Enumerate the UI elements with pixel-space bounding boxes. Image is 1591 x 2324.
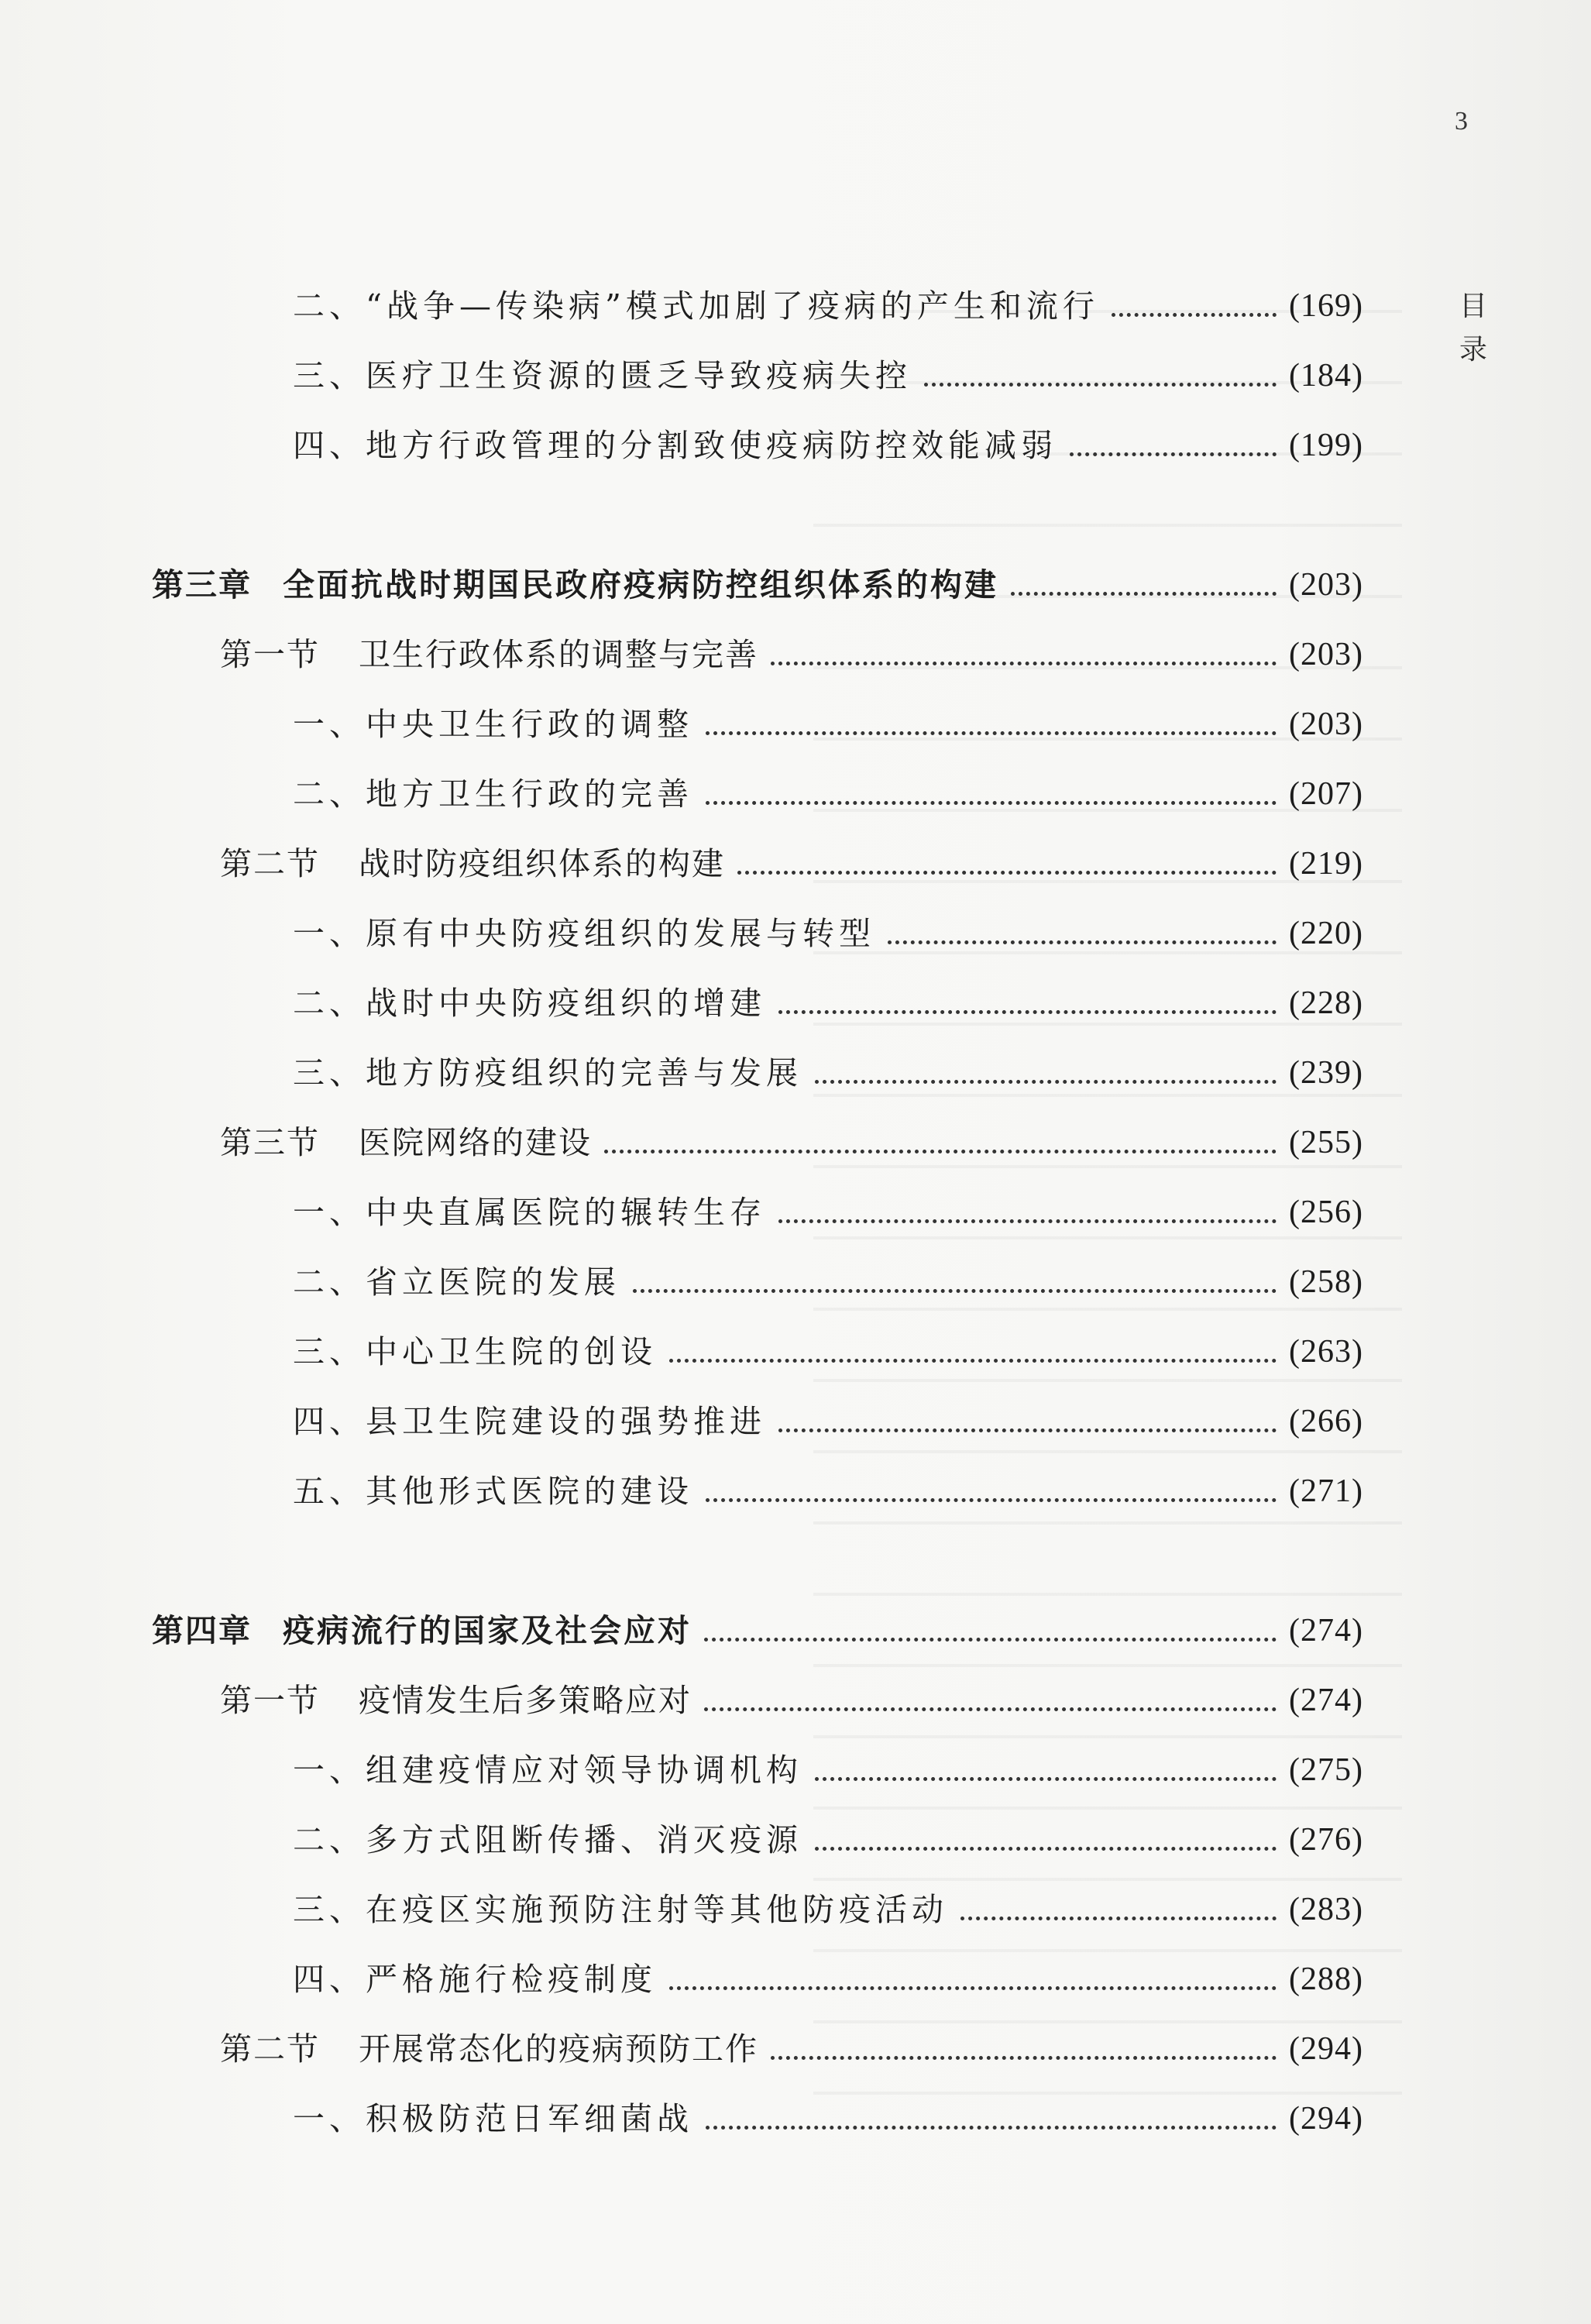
entry-page-number: (207) [1289, 775, 1363, 812]
subsection-entry [293, 349, 1363, 395]
dot-leader [771, 662, 1277, 665]
entry-page-number: (275) [1289, 1752, 1363, 1788]
chapter-entry [152, 1604, 1363, 1650]
page-number: 3 [1455, 107, 1468, 136]
dot-leader [778, 1428, 1277, 1432]
entry-title: 疫情发生后多策略应对 [359, 1681, 692, 1719]
dot-leader [778, 1010, 1277, 1014]
dot-leader [1011, 592, 1277, 596]
section-number: 第一节 [220, 635, 320, 673]
entry-title: 二、战时中央防疫组织的增建 [293, 984, 766, 1022]
section-number: 第三节 [220, 1123, 320, 1161]
entry-page-number: (274) [1289, 1682, 1363, 1718]
entry-page-number: (228) [1289, 985, 1363, 1021]
entry-title: 二、地方卫生行政的完善 [293, 775, 693, 813]
side-label-char: 录 [1459, 334, 1487, 366]
subsection-entry [293, 279, 1363, 325]
section-entry [220, 2022, 1363, 2068]
chapter-number: 第三章 [152, 566, 252, 603]
entry-page-number: (203) [1289, 706, 1363, 742]
subsection-entry [293, 1255, 1363, 1301]
entry-title: 一、积极防范日军细菌战 [293, 2099, 693, 2137]
entry-page-number: (184) [1289, 357, 1363, 394]
subsection-entry [293, 1394, 1363, 1441]
dot-leader [815, 1847, 1277, 1851]
subsection-entry [293, 1743, 1363, 1789]
entry-title: 四、地方行政管理的分割致使疫病防控效能减弱 [293, 426, 1057, 464]
section-number: 第二节 [220, 2030, 320, 2068]
subsection-entry [293, 2092, 1363, 2138]
entry-title: 疫病流行的国家及社会应对 [283, 1611, 692, 1649]
chapter-entry [152, 558, 1363, 604]
entry-page-number: (263) [1289, 1333, 1363, 1370]
dot-leader [706, 731, 1277, 735]
section-number: 第二节 [220, 844, 320, 882]
entry-page-number: (239) [1289, 1054, 1363, 1091]
entry-title: 三、在疫区实施预防注射等其他防疫活动 [293, 1890, 948, 1928]
side-label-char: 目 [1459, 290, 1487, 322]
subsection-entry [293, 697, 1363, 744]
dot-leader [706, 1498, 1277, 1502]
dot-leader [771, 2056, 1277, 2060]
dot-leader [706, 801, 1277, 805]
entry-title: 一、组建疫情应对领导协调机构 [293, 1751, 802, 1789]
dot-leader [1112, 313, 1277, 317]
entry-page-number: (220) [1289, 915, 1363, 951]
entry-page-number: (255) [1289, 1124, 1363, 1160]
subsection-entry [293, 1882, 1363, 1929]
entry-title: 卫生行政体系的调整与完善 [359, 635, 758, 673]
section-number: 第一节 [220, 1681, 320, 1719]
entry-title: 五、其他形式医院的建设 [293, 1472, 693, 1510]
entry-title: 医院网络的建设 [359, 1123, 592, 1161]
section-entry [220, 837, 1363, 883]
entry-title: 二、“战争—传染病”模式加剧了疫病的产生和流行 [293, 287, 1099, 325]
entry-title: 一、中央卫生行政的调整 [293, 705, 693, 743]
dot-leader [706, 2126, 1277, 2130]
dot-leader [960, 1917, 1277, 1920]
entry-title: 三、地方防疫组织的完善与发展 [293, 1054, 802, 1092]
dot-leader [778, 1219, 1277, 1223]
entry-page-number: (219) [1289, 845, 1363, 882]
entry-title: 一、中央直属医院的辗转生存 [293, 1193, 766, 1231]
section-entry [220, 627, 1363, 674]
entry-page-number: (276) [1289, 1821, 1363, 1858]
subsection-entry [293, 767, 1363, 813]
entry-title: 开展常态化的疫病预防工作 [359, 2030, 758, 2068]
subsection-entry [293, 418, 1363, 465]
entry-page-number: (271) [1289, 1473, 1363, 1509]
dot-leader [1070, 452, 1277, 456]
entry-title: 四、严格施行检疫制度 [293, 1960, 657, 1998]
entry-title: 四、县卫生院建设的强势推进 [293, 1402, 766, 1440]
dot-leader [633, 1289, 1277, 1293]
entry-page-number: (203) [1289, 636, 1363, 672]
subsection-entry [293, 1952, 1363, 1999]
entry-title: 二、省立医院的发展 [293, 1263, 620, 1301]
entry-page-number: (199) [1289, 427, 1363, 463]
entry-page-number: (294) [1289, 2030, 1363, 2067]
dot-leader [924, 383, 1277, 387]
entry-page-number: (288) [1289, 1961, 1363, 1997]
dot-leader [815, 1777, 1277, 1781]
subsection-entry [293, 1185, 1363, 1232]
entry-title: 战时防疫组织体系的构建 [359, 844, 725, 882]
entry-page-number: (294) [1289, 2100, 1363, 2137]
subsection-entry [293, 1046, 1363, 1092]
dot-leader [669, 1359, 1277, 1363]
entry-title: 三、中心卫生院的创设 [293, 1332, 657, 1370]
subsection-entry [293, 1325, 1363, 1371]
entry-title: 二、多方式阻断传播、消灭疫源 [293, 1820, 802, 1858]
entry-title: 全面抗战时期国民政府疫病防控组织体系的构建 [283, 566, 998, 603]
dot-leader [704, 1638, 1277, 1642]
dot-leader [704, 1707, 1277, 1711]
entry-page-number: (169) [1289, 287, 1363, 324]
dot-leader [888, 940, 1277, 944]
section-entry [220, 1673, 1363, 1720]
entry-title: 三、医疗卫生资源的匮乏导致疫病失控 [293, 356, 912, 394]
subsection-entry [293, 976, 1363, 1023]
dot-leader [737, 871, 1277, 875]
section-entry [220, 1116, 1363, 1162]
entry-page-number: (203) [1289, 566, 1363, 603]
dot-leader [604, 1150, 1277, 1153]
entry-page-number: (274) [1289, 1612, 1363, 1648]
subsection-entry [293, 1813, 1363, 1859]
chapter-number: 第四章 [152, 1611, 252, 1649]
dot-leader [669, 1986, 1277, 1990]
entry-page-number: (283) [1289, 1891, 1363, 1927]
dot-leader [815, 1080, 1277, 1084]
subsection-entry [293, 906, 1363, 953]
entry-title: 一、原有中央防疫组织的发展与转型 [293, 914, 875, 952]
entry-page-number: (258) [1289, 1263, 1363, 1300]
entry-page-number: (256) [1289, 1194, 1363, 1230]
entry-page-number: (266) [1289, 1403, 1363, 1439]
subsection-entry [293, 1464, 1363, 1511]
